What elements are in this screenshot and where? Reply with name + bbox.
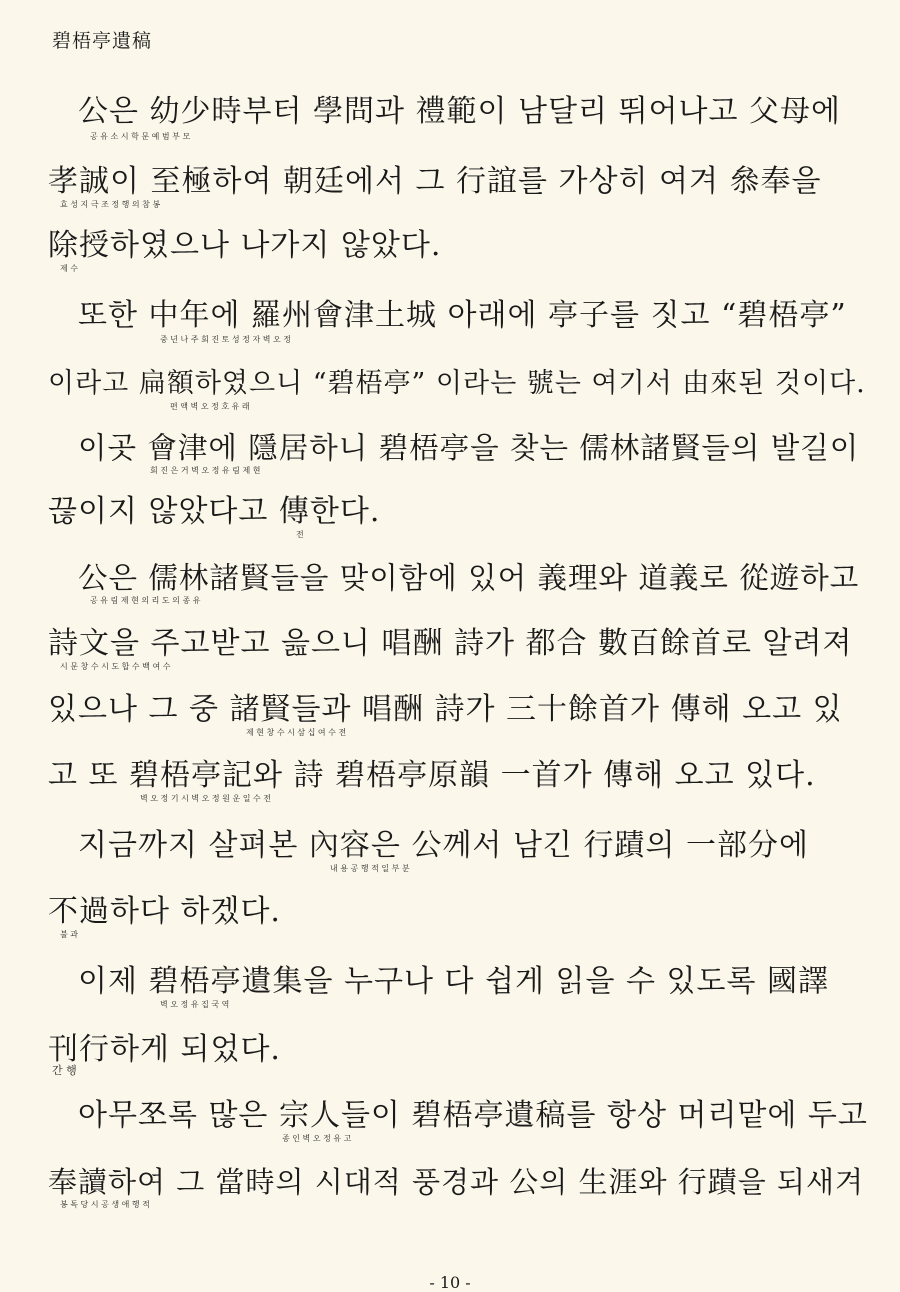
ruby-line: 효 성 지 극 조 정 행 의 참 봉 xyxy=(60,200,161,209)
ruby-line: 벽 오 정 유 집 국 역 xyxy=(160,1000,230,1009)
ruby-line: 회 진 은 거 벽 오 정 유 림 제 현 xyxy=(150,466,261,475)
text-line: 아무쪼록 많은 宗人들이 碧梧亭遺稿를 항상 머리맡에 두고 xyxy=(78,1098,868,1133)
text-line: 除授하였으나 나가지 않았다. xyxy=(48,228,442,263)
text-line: 不過하다 하겠다. xyxy=(48,894,281,929)
page-number: - 10 - xyxy=(429,1273,471,1292)
ruby-line: 편 액 벽 오 정 호 유 래 xyxy=(170,402,250,411)
ruby-line: 내 용 공 행 적 일 부 분 xyxy=(330,864,410,873)
text-line: 이곳 會津에 隱居하니 碧梧亭을 찾는 儒林諸賢들의 발길이 xyxy=(78,431,860,465)
text-line: 公은 幼少時부터 學問과 禮範이 남달리 뛰어나고 父母에 xyxy=(78,94,841,129)
ruby-line: 시 문 창 수 시 도 합 수 백 여 수 xyxy=(60,662,171,671)
ruby-line: 공 유 소 시 학 문 예 범 부 모 xyxy=(90,132,191,141)
text-line: 이제 碧梧亭遺集을 누구나 다 쉽게 읽을 수 있도록 國譯 xyxy=(78,964,829,999)
ruby-line: 봉 독 당 시 공 생 애 행 적 xyxy=(60,1200,150,1209)
ruby-line: 중 년 나 주 회 진 토 성 정 자 벽 오 정 xyxy=(160,335,291,344)
ruby-line: 벽 오 정 기 시 벽 오 정 원 운 일 수 전 xyxy=(140,794,271,803)
text-line: 孝誠이 至極하여 朝廷에서 그 行誼를 가상히 여겨 叅奉을 xyxy=(48,164,822,199)
text-line: 이라고 扁額하였으니 “碧梧亭” 이라는 號는 여기서 由來된 것이다. xyxy=(48,368,866,399)
text-line: 刊行하게 되었다. xyxy=(48,1032,281,1067)
ruby-line: 간 행 xyxy=(52,1064,77,1077)
ruby-line: 제 수 xyxy=(60,264,78,273)
running-header: 碧梧亭遺稿 xyxy=(52,30,153,52)
ruby-line: 공 유 림 제 현 의 리 도 의 종 유 xyxy=(90,596,201,605)
ruby-line: 종 인 벽 오 정 유 고 xyxy=(282,1134,352,1143)
text-line: 또한 中年에 羅州會津土城 아래에 亭子를 짓고 “碧梧亭” xyxy=(78,298,847,333)
text-line: 奉讀하여 그 當時의 시대적 풍경과 公의 生涯와 行蹟을 되새겨 xyxy=(48,1165,864,1199)
ruby-line: 전 xyxy=(296,530,304,539)
text-line: 고 또 碧梧亭記와 詩 碧梧亭原韻 一首가 傳해 오고 있다. xyxy=(48,758,816,793)
text-line: 지금까지 살펴본 內容은 公께서 남긴 行蹟의 一部分에 xyxy=(78,828,809,863)
text-line: 公은 儒林諸賢들을 맞이함에 있어 義理와 道義로 從遊하고 xyxy=(78,561,860,595)
text-line: 있으나 그 중 諸賢들과 唱酬 詩가 三十餘首가 傳해 오고 있 xyxy=(48,692,843,727)
ruby-line: 불 과 xyxy=(60,930,78,939)
text-line: 끊이지 않았다고 傳한다. xyxy=(48,494,381,529)
ruby-line: 제 현 창 수 시 삼 십 여 수 전 xyxy=(246,728,347,737)
text-line: 詩文을 주고받고 읊으니 唱酬 詩가 都合 數百餘首로 알려져 xyxy=(48,626,853,661)
